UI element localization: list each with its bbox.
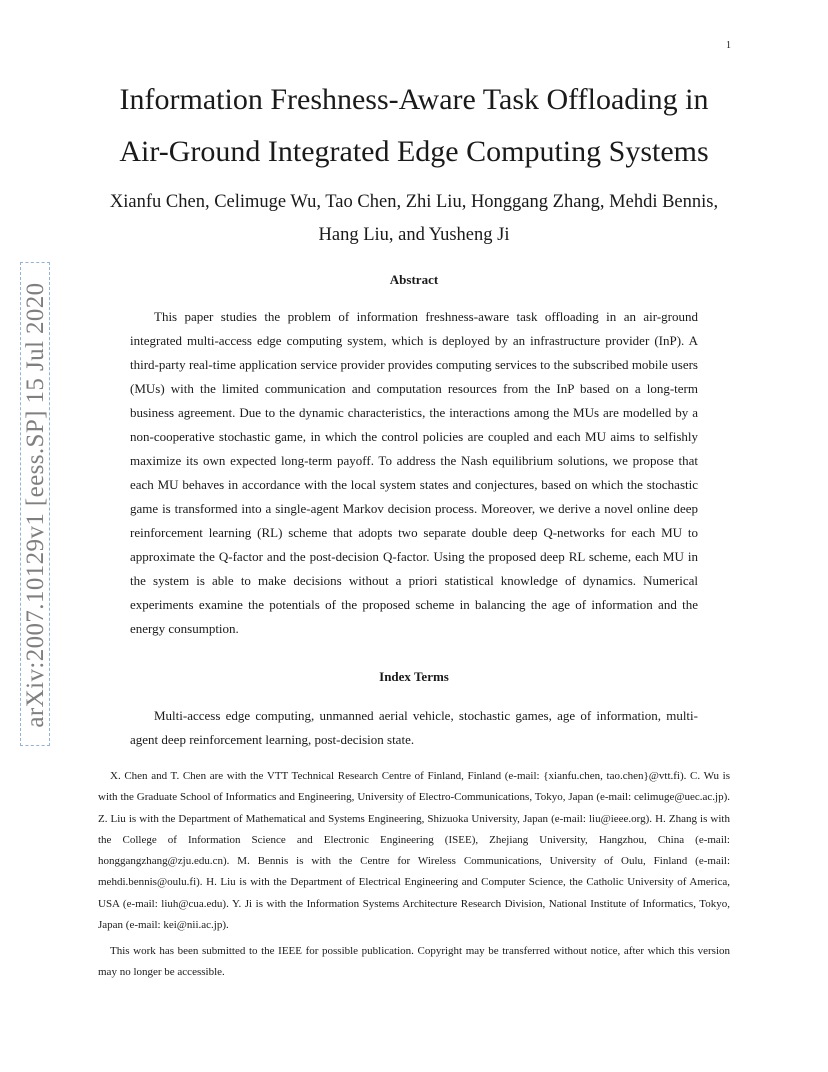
page-number: 1	[726, 40, 731, 51]
arxiv-identifier-text: arXiv:2007.10129v1 [eess.SP] 15 Jul 2020	[22, 282, 49, 728]
index-terms-heading: Index Terms	[379, 669, 449, 684]
paper-title: Information Freshness-Aware Task Offloading in Air-Ground Integrated Edge Computing Systems	[119, 83, 709, 168]
submission-notice-footnote: This work has been submitted to the IEEE for possible publication. Copyright may be transferred without notice, after which this version may no longer be accessible.	[98, 945, 730, 979]
arxiv-identifier-stamp	[20, 262, 50, 746]
abstract-heading: Abstract	[389, 272, 439, 287]
index-terms-text: Multi-access edge computing, unmanned aerial vehicle, stochastic games, age of information, multi-agent deep reinforcement learning, post-decision state.	[130, 708, 698, 747]
author-affiliations-footnote: X. Chen and T. Chen are with the VTT Technical Research Centre of Finland, Finland (e-mail: {xianfu.chen, tao.chen}@vtt.fi). C. Wu is with the Graduate School of Informatics and Engineering, University of Electro-Communications, Tokyo, Japan (e-mail: celimuge@uec.ac.jp). Z. Liu is with the Department of Mathematical and Systems Engineering, Shizuoka University, Japan (e-mail: liu@ieee.org). H. Zhang is with the College of Information Science and Electronic Engineering (ISEE), Zhejiang University, Hangzhou, China (e-mail: honggangzhang@zju.edu.cn). M. Bennis is with the Centre for Wireless Communications, University of Oulu, Finland (e-mail: mehdi.bennis@oulu.fi). H. Liu is with the Department of Electrical Engineering and Computer Science, the Catholic University of America, USA (e-mail: liuh@cua.edu). Y. Ji is with the Information Systems Architecture Research Division, National Institute of Informatics, Tokyo, Japan (e-mail: kei@nii.ac.jp).	[98, 770, 730, 932]
author-list: Xianfu Chen, Celimuge Wu, Tao Chen, Zhi Liu, Honggang Zhang, Mehdi Bennis, Hang Liu, and Yusheng Ji	[109, 192, 719, 245]
abstract-text: This paper studies the problem of information freshness-aware task offloading in an air-ground integrated multi-access edge computing system, which is deployed by an infrastructure provider (InP). A third-party real-time application service provider provides computing services to the subscribed mobile users (MUs) with the limited communication and computation resources from the InP based on a long-term business agreement. Due to the dynamic characteristics, the interactions among the MUs are modelled by a non-cooperative stochastic game, in which the control policies are coupled and each MU aims to selfishly maximize its own expected long-term payoff. To address the Nash equilibrium solutions, we propose that each MU behaves in accordance with the local system states and conjectures, based on which the stochastic game is transformed into a single-agent Markov decision process. Moreover, we derive a novel online deep reinforcement learning (RL) scheme that adopts two separate double deep Q-networks for each MU to approximate the Q-factor and the post-decision Q-factor. Using the proposed deep RL scheme, each MU in the system is able to make decisions without a priori statistical knowledge of dynamics. Numerical experiments examine the potentials of the proposed scheme in balancing the age of information and the energy consumption.	[130, 309, 698, 636]
